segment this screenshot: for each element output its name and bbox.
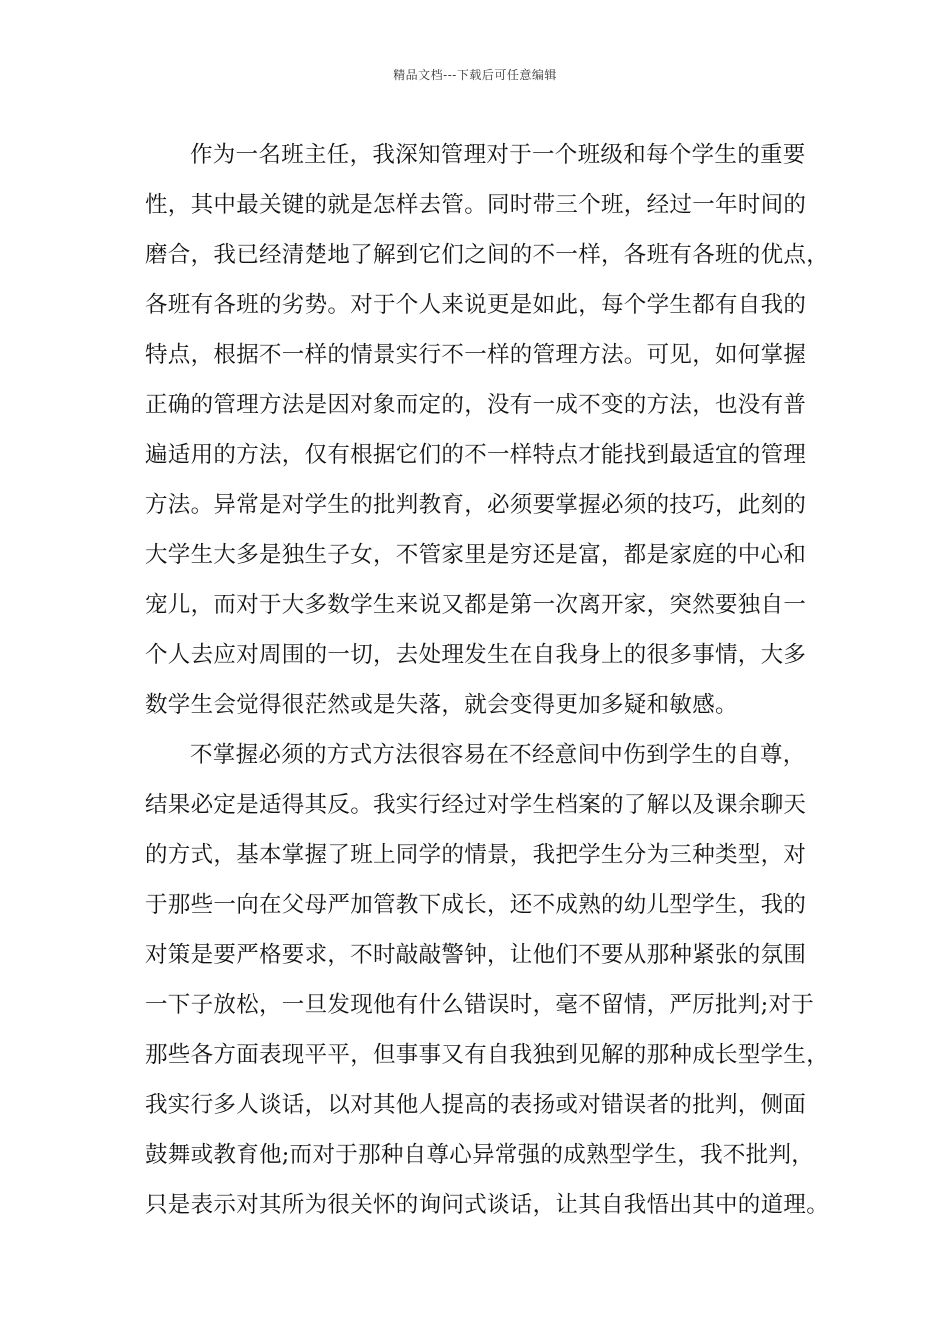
paragraph-2 bbox=[145, 730, 830, 1230]
paragraph-line: 作为一名班主任，我深知管理对于一个班级和每个学生的重要 bbox=[190, 142, 806, 168]
paragraph-line: 宠儿，而对于大多数学生来说又都是第一次离开家，突然要独自一 bbox=[145, 592, 807, 618]
paragraph-line: 于那些一向在父母严加管教下成长，还不成熟的幼儿型学生，我的 bbox=[145, 892, 807, 918]
paragraph-line: 磨合，我已经清楚地了解到它们之间的不一样，各班有各班的优点， bbox=[145, 242, 830, 268]
paragraph-line: 正确的管理方法是因对象而定的，没有一成不变的方法，也没有普 bbox=[145, 392, 807, 418]
paragraph-line: 不掌握必须的方式方法很容易在不经意间中伤到学生的自尊， bbox=[190, 742, 806, 768]
paragraph-line: 的方式，基本掌握了班上同学的情景，我把学生分为三种类型，对 bbox=[145, 842, 807, 868]
paragraph-line: 方法。异常是对学生的批判教育，必须要掌握必须的技巧，此刻的 bbox=[145, 492, 807, 518]
paragraph-line: 数学生会觉得很茫然或是失落，就会变得更加多疑和敏感。 bbox=[145, 692, 738, 718]
paragraph-line: 那些各方面表现平平，但事事又有自我独到见解的那种成长型学生， bbox=[145, 1042, 830, 1068]
page-header: 精品文档---下载后可任意编辑 bbox=[393, 68, 557, 82]
paragraph-1 bbox=[145, 130, 830, 730]
paragraph-line: 各班有各班的劣势。对于个人来说更是如此，每个学生都有自我的 bbox=[145, 292, 807, 318]
paragraph-line: 结果必定是适得其反。我实行经过对学生档案的了解以及课余聊天 bbox=[145, 792, 807, 818]
paragraph-line: 对策是要严格要求，不时敲敲警钟，让他们不要从那种紧张的氛围 bbox=[145, 942, 807, 968]
paragraph-line: 我实行多人谈话，以对其他人提高的表扬或对错误者的批判，侧面 bbox=[145, 1092, 807, 1118]
paragraph-line: 个人去应对周围的一切，去处理发生在自我身上的很多事情，大多 bbox=[145, 642, 807, 668]
document-body bbox=[145, 130, 830, 1230]
paragraph-line: 大学生大多是独生子女，不管家里是穷还是富，都是家庭的中心和 bbox=[145, 542, 807, 568]
paragraph-line: 特点，根据不一样的情景实行不一样的管理方法。可见，如何掌握 bbox=[145, 342, 807, 368]
paragraph-line: 鼓舞或教育他;而对于那种自尊心异常强的成熟型学生，我不批判， bbox=[145, 1142, 815, 1168]
paragraph-line: 遍适用的方法，仅有根据它们的不一样特点才能找到最适宜的管理 bbox=[145, 442, 807, 468]
paragraph-line: 性，其中最关键的就是怎样去管。同时带三个班，经过一年时间的 bbox=[145, 192, 807, 218]
paragraph-line: 一下子放松，一旦发现他有什么错误时，毫不留情，严厉批判;对于 bbox=[145, 992, 815, 1018]
paragraph-line: 只是表示对其所为很关怀的询问式谈话，让其自我悟出其中的道理。 bbox=[145, 1192, 830, 1218]
